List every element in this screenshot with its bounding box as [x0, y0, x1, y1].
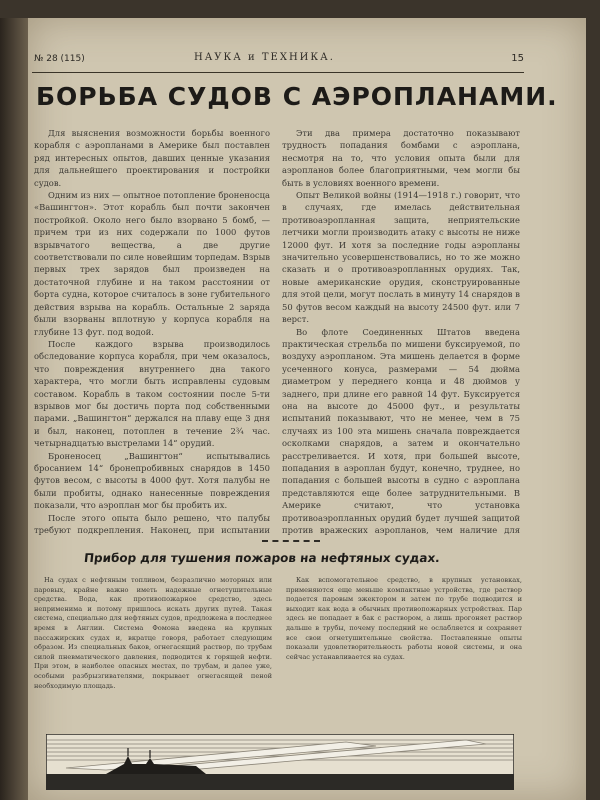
paragraph: На судах с нефтяным топливом, безразлично моторных или паровых, крайне важно иметь надежные огнетушительные средства. Вода, как противопожарное средство, здесь неприменима и потому пришлось искать других путей. Такая система, специально для нефтяных судов, предложена в последнее время в Англии. Система Фомона введена на крупных пассажирских судах и, вкратце говоря, работает следующим образом. Из специальных баков, огнегасящий раствор, по трубам силой пневматического давления, подводится к горящей нефти. При этом, в наиболее опасных местах, по трубам, и далее уже, особыми разбрызгивателями, покрывает огнегасящей пеной необходимую площадь.: [34, 576, 272, 690]
paragraph: После этого опыта было решено, что палубы требуют подкрепления. Наконец, при испытании: [34, 512, 270, 535]
article-column-2: [282, 127, 520, 537]
page-number: 15: [511, 53, 524, 64]
paragraph: Эти два примера достаточно показывают трудность попадания бомбами с аэроплана, несмотря на то, что условия опыта были для аэропланов более благоприятными, чем могли бы быть в условиях военного времени.: [282, 128, 520, 188]
article-title: БОРЬБА СУДОВ С АЭРОПЛАНАМИ.: [36, 82, 558, 111]
paragraph: Опыт Великой войны (1914—1918 г.) говорит, что в случаях, где имелась действительная противоаэропланная защита, неприятельские летчики могли производить атаку с высоты не ниже 12000 фут. И хотя за последние годы аэропланы значительно усовершенствовались, но то же можно сказать и о противоаэропланных орудиях. Так, новые американские орудия, сконструированные для этой цели, могут послать в минуту 14 снарядов в 50 футов весом каждый на высоту 24500 фут. или 7 верст.: [282, 190, 520, 325]
paragraph: Одним из них — опытное потопление броненосца «Вашингтон». Этот корабль был почти закончен постройкой. Около него было взорвано 5 бомб, — причем три из них содержали по 1000 футов взрывчатого вещества, а две другие соответствовали по силе новейшим торпедам. Взрыв первых трех зарядов был произведен на достаточной глубине и на таком расстоянии от борта судна, которое считалось в зоне губительного действия взрыва на корабль. Остальные 2 заряда были взорваны вплотную у корпуса корабля на глубине 13 фут. под водой.: [34, 190, 270, 337]
page-header: [34, 50, 524, 68]
paragraph: Как вспомогательное средство, в крупных установках, применяются еще меньше компактные устройства, где раствор подается паровым эжектором и затем по трубе подводится и выходит как вода в обычных противопожарных устройствах. Пар здесь не попадает в бак с раствором, а лишь прогоняет раствор дальше в трубы, почему последний не ослабляется и сохраняет все свои огнетушительные свойства. Поставленные опыты показали удовлетворительность работы новой системы, и она сейчас устанавливается на судах.: [286, 576, 522, 661]
subarticle-title: Прибор для тушения пожаров на нефтяных судах.: [83, 551, 441, 565]
section-divider: [262, 540, 320, 542]
paragraph: Во флоте Соединенных Штатов введена практическая стрельба по мишени буксируемой, по воздуху аэропланом. Эта мишень делается в форме усеченного конуса, размерами — 54 дюйма диаметром у переднего конца и 48 дюймов у заднего, при длине его равной 14 фут. Буксируется она на высоте до 45000 фут., и результаты испытаний показывают, что не менее, чем в 75 случаях из 100 эта мишень сначала повреждается осколками снарядов, а затем и окончательно расстреливается. И хотя, при большей высоте, попадания в аэроплан будут, конечно, труднее, но попадания с большей высоты в судно с аэроплана представляются еще более затруднительными. В Америке считают, что установка противоаэропланных орудий будет лучшей защитой против вражеских аэропланов, чем наличие для: [282, 326, 520, 535]
subarticle-column-2: [286, 576, 522, 724]
ship-illustration: [46, 734, 514, 790]
paragraph: Для выяснения возможности борьбы военного корабля с аэропланами в Америке был поставлен ряд интересных опытов, давших ценные указания для дальнейшего проектирования и постройки судов.: [34, 128, 270, 188]
subarticle-column-1: [34, 576, 272, 724]
header-rule: [32, 72, 524, 73]
binding-shadow: [0, 18, 28, 800]
issue-number: № 28 (115): [34, 54, 85, 64]
paragraph: После каждого взрыва производилось обследование корпуса корабля, при чем оказалось, что повреждения внутреннего дна такого характера, что могли быть исправлены судовым составом. Корабль в таком состоянии после 5-ти взрывов мог бы достичь порта под собственными парами. „Вашингтон“ держался на плаву еще 3 дня и был, наконец, потоплен в течение 2¾ час. четырнадцатью выстрелами 14“ орудий.: [34, 338, 270, 449]
journal-title: НАУКА и ТЕХНИКА.: [194, 52, 335, 63]
paragraph: Броненосец „Вашингтон“ испытывались бросанием 14“ бронепробивных снарядов в 1450 футов весом, с высоты в 4000 фут. Хотя палубы не были пробиты, однако нанесенные повреждения показали, что аэроплан мог бы пробить их.: [34, 450, 270, 511]
article-column-1: [34, 127, 270, 537]
